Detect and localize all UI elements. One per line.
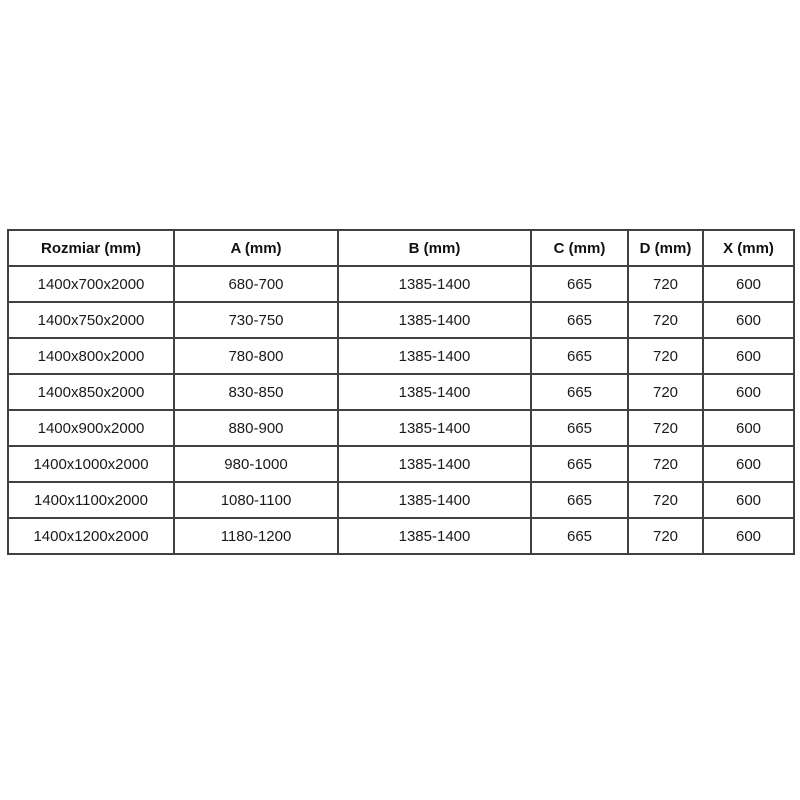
table-cell: 1385-1400 <box>338 518 531 554</box>
table-cell: 720 <box>628 302 703 338</box>
table-cell: 1400x850x2000 <box>8 374 174 410</box>
table-cell: 665 <box>531 410 628 446</box>
table-cell: 1385-1400 <box>338 482 531 518</box>
table-cell: 600 <box>703 302 794 338</box>
table-cell: 1385-1400 <box>338 302 531 338</box>
table-cell: 730-750 <box>174 302 338 338</box>
table-cell: 720 <box>628 410 703 446</box>
table-cell: 665 <box>531 446 628 482</box>
table-cell: 665 <box>531 374 628 410</box>
table-row <box>8 518 794 554</box>
table-cell: 720 <box>628 374 703 410</box>
table-cell: 1400x1100x2000 <box>8 482 174 518</box>
column-header-b: B (mm) <box>338 230 531 266</box>
table-cell: 1400x800x2000 <box>8 338 174 374</box>
table-cell: 720 <box>628 518 703 554</box>
table-cell: 880-900 <box>174 410 338 446</box>
table-cell: 720 <box>628 338 703 374</box>
table-row <box>8 410 794 446</box>
table-cell: 665 <box>531 482 628 518</box>
column-header-rozmiar: Rozmiar (mm) <box>8 230 174 266</box>
table-cell: 1400x700x2000 <box>8 266 174 302</box>
table-row <box>8 374 794 410</box>
table-cell: 980-1000 <box>174 446 338 482</box>
table-cell: 1385-1400 <box>338 446 531 482</box>
table-cell: 1400x750x2000 <box>8 302 174 338</box>
table-row <box>8 338 794 374</box>
table-cell: 1385-1400 <box>338 266 531 302</box>
table-cell: 600 <box>703 482 794 518</box>
table-cell: 1400x900x2000 <box>8 410 174 446</box>
column-header-d: D (mm) <box>628 230 703 266</box>
table-cell: 720 <box>628 266 703 302</box>
table-cell: 1400x1000x2000 <box>8 446 174 482</box>
table-cell: 665 <box>531 518 628 554</box>
table-cell: 600 <box>703 410 794 446</box>
table-row <box>8 482 794 518</box>
table-cell: 720 <box>628 482 703 518</box>
table-row <box>8 446 794 482</box>
table-header-row <box>8 230 794 266</box>
table-row <box>8 302 794 338</box>
table-cell: 780-800 <box>174 338 338 374</box>
table-cell: 600 <box>703 518 794 554</box>
table-cell: 600 <box>703 266 794 302</box>
table-cell: 600 <box>703 446 794 482</box>
table-cell: 720 <box>628 446 703 482</box>
table-cell: 665 <box>531 302 628 338</box>
column-header-c: C (mm) <box>531 230 628 266</box>
table-cell: 1385-1400 <box>338 338 531 374</box>
table-row <box>8 266 794 302</box>
table-cell: 1180-1200 <box>174 518 338 554</box>
table-cell: 1400x1200x2000 <box>8 518 174 554</box>
table-cell: 830-850 <box>174 374 338 410</box>
table-cell: 600 <box>703 374 794 410</box>
table-cell: 1080-1100 <box>174 482 338 518</box>
table-cell: 665 <box>531 338 628 374</box>
table-cell: 1385-1400 <box>338 374 531 410</box>
column-header-a: A (mm) <box>174 230 338 266</box>
table-cell: 1385-1400 <box>338 410 531 446</box>
table-body <box>8 266 794 554</box>
column-header-x: X (mm) <box>703 230 794 266</box>
table-cell: 665 <box>531 266 628 302</box>
size-dimensions-table <box>7 229 795 555</box>
table-cell: 680-700 <box>174 266 338 302</box>
table-cell: 600 <box>703 338 794 374</box>
